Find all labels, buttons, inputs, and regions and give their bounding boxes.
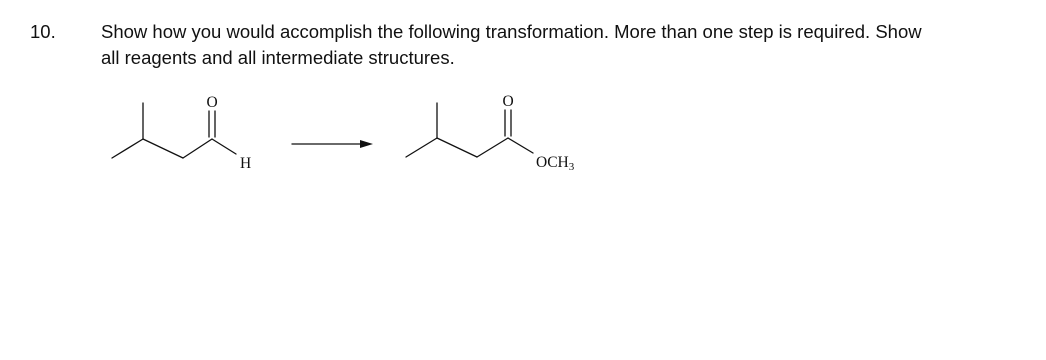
reactant-structure <box>112 94 251 172</box>
product-oxygen-label: O <box>502 93 514 110</box>
reactant-bond-chain-2 <box>183 139 212 158</box>
product-structure <box>406 93 575 173</box>
question-text-line-2: all reagents and all intermediate structures. <box>101 47 455 68</box>
product-bond-methyl-lower <box>406 138 437 157</box>
arrow-head <box>360 140 373 148</box>
product-methoxy-label <box>536 154 575 173</box>
reactant-bond-methyl-lower <box>112 139 143 158</box>
product-methoxy-subscript: 3 <box>568 161 575 173</box>
product-methoxy-text: OCH <box>536 154 569 171</box>
product-bond-to-oxygen <box>508 138 533 153</box>
product-bond-chain-2 <box>477 138 508 157</box>
reactant-bond-to-hydrogen <box>212 139 236 154</box>
question-number: 10. <box>30 21 56 42</box>
reactant-bond-chain-1 <box>143 139 183 158</box>
question-text-line-1: Show how you would accomplish the following transformation. More than one step is required. Show <box>101 21 922 42</box>
reactant-hydrogen-label: H <box>240 155 252 172</box>
product-bond-chain-1 <box>437 138 477 157</box>
reaction-arrow <box>292 140 373 148</box>
reactant-oxygen-label: O <box>206 94 218 111</box>
